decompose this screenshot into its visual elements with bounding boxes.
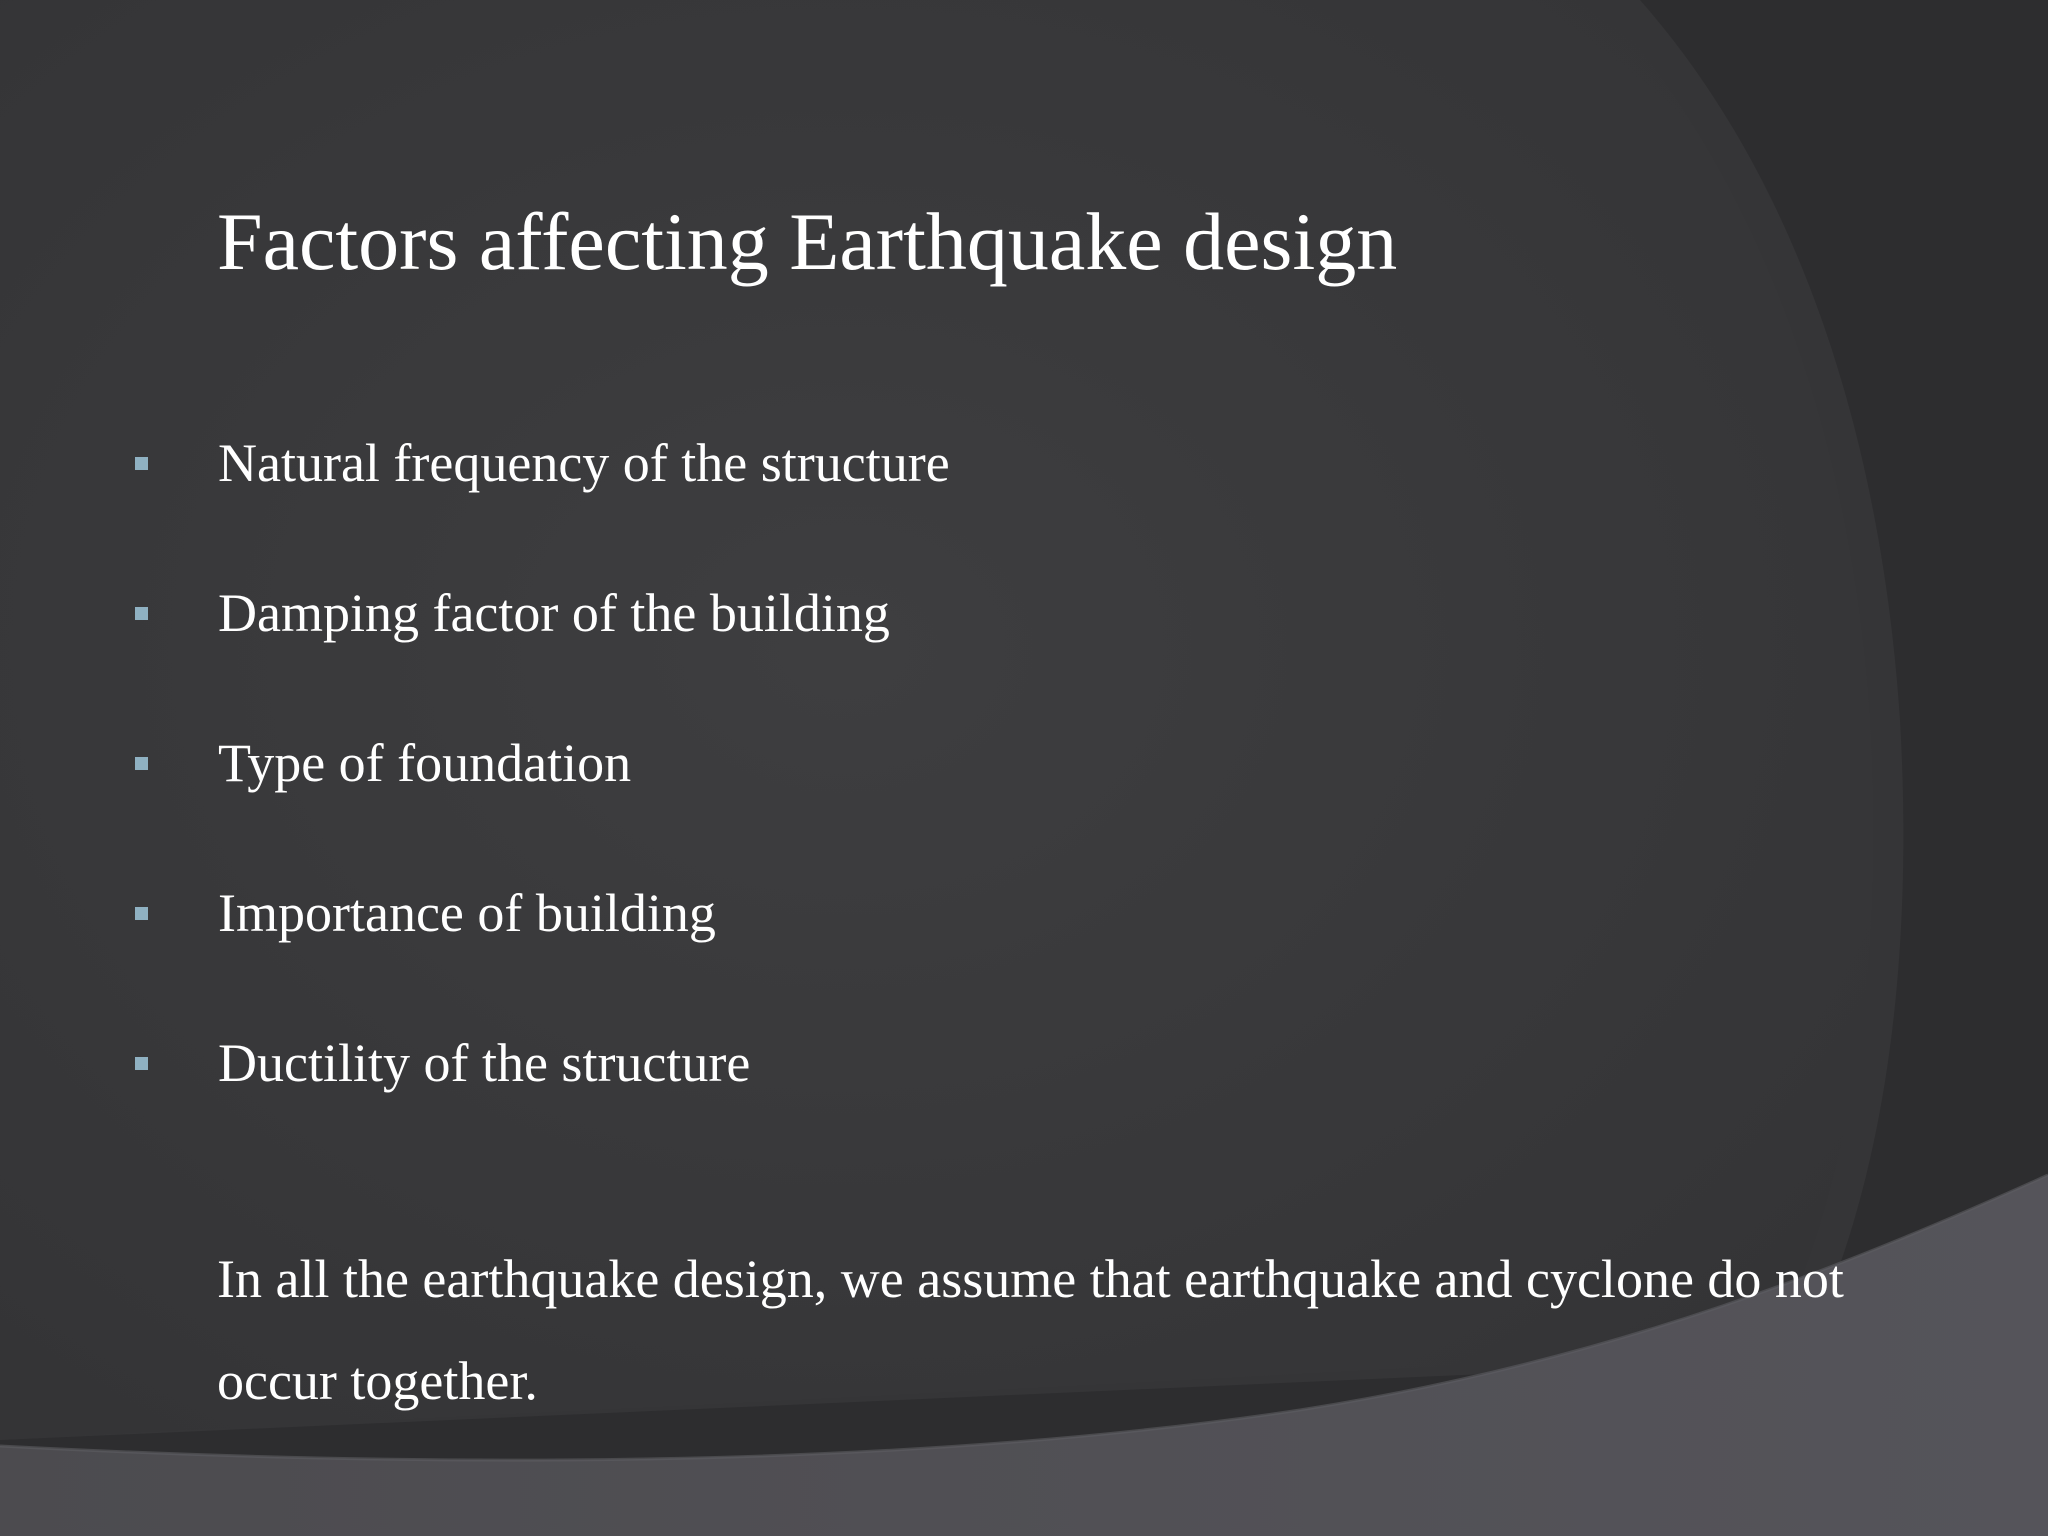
bullet-list	[132, 388, 1832, 1138]
bullet-item	[132, 388, 1832, 538]
bullet-item	[132, 988, 1832, 1138]
square-bullet-icon	[135, 907, 148, 920]
bullet-text: Damping factor of the building	[218, 583, 890, 643]
bullet-text: Ductility of the structure	[218, 1033, 751, 1093]
bullet-text: Natural frequency of the structure	[218, 433, 950, 493]
closing-note: In all the earthquake design, we assume that earthquake and cyclone do not occur together.	[217, 1249, 1844, 1411]
bullet-text: Importance of building	[218, 883, 716, 943]
bullet-item	[132, 538, 1832, 688]
square-bullet-icon	[135, 757, 148, 770]
square-bullet-icon	[135, 457, 148, 470]
bullet-item	[132, 838, 1832, 988]
bullet-item	[132, 688, 1832, 838]
square-bullet-icon	[135, 1057, 148, 1070]
bullet-text: Type of foundation	[218, 733, 632, 793]
slide-title: Factors affecting Earthquake design	[217, 196, 1398, 287]
square-bullet-icon	[135, 607, 148, 620]
